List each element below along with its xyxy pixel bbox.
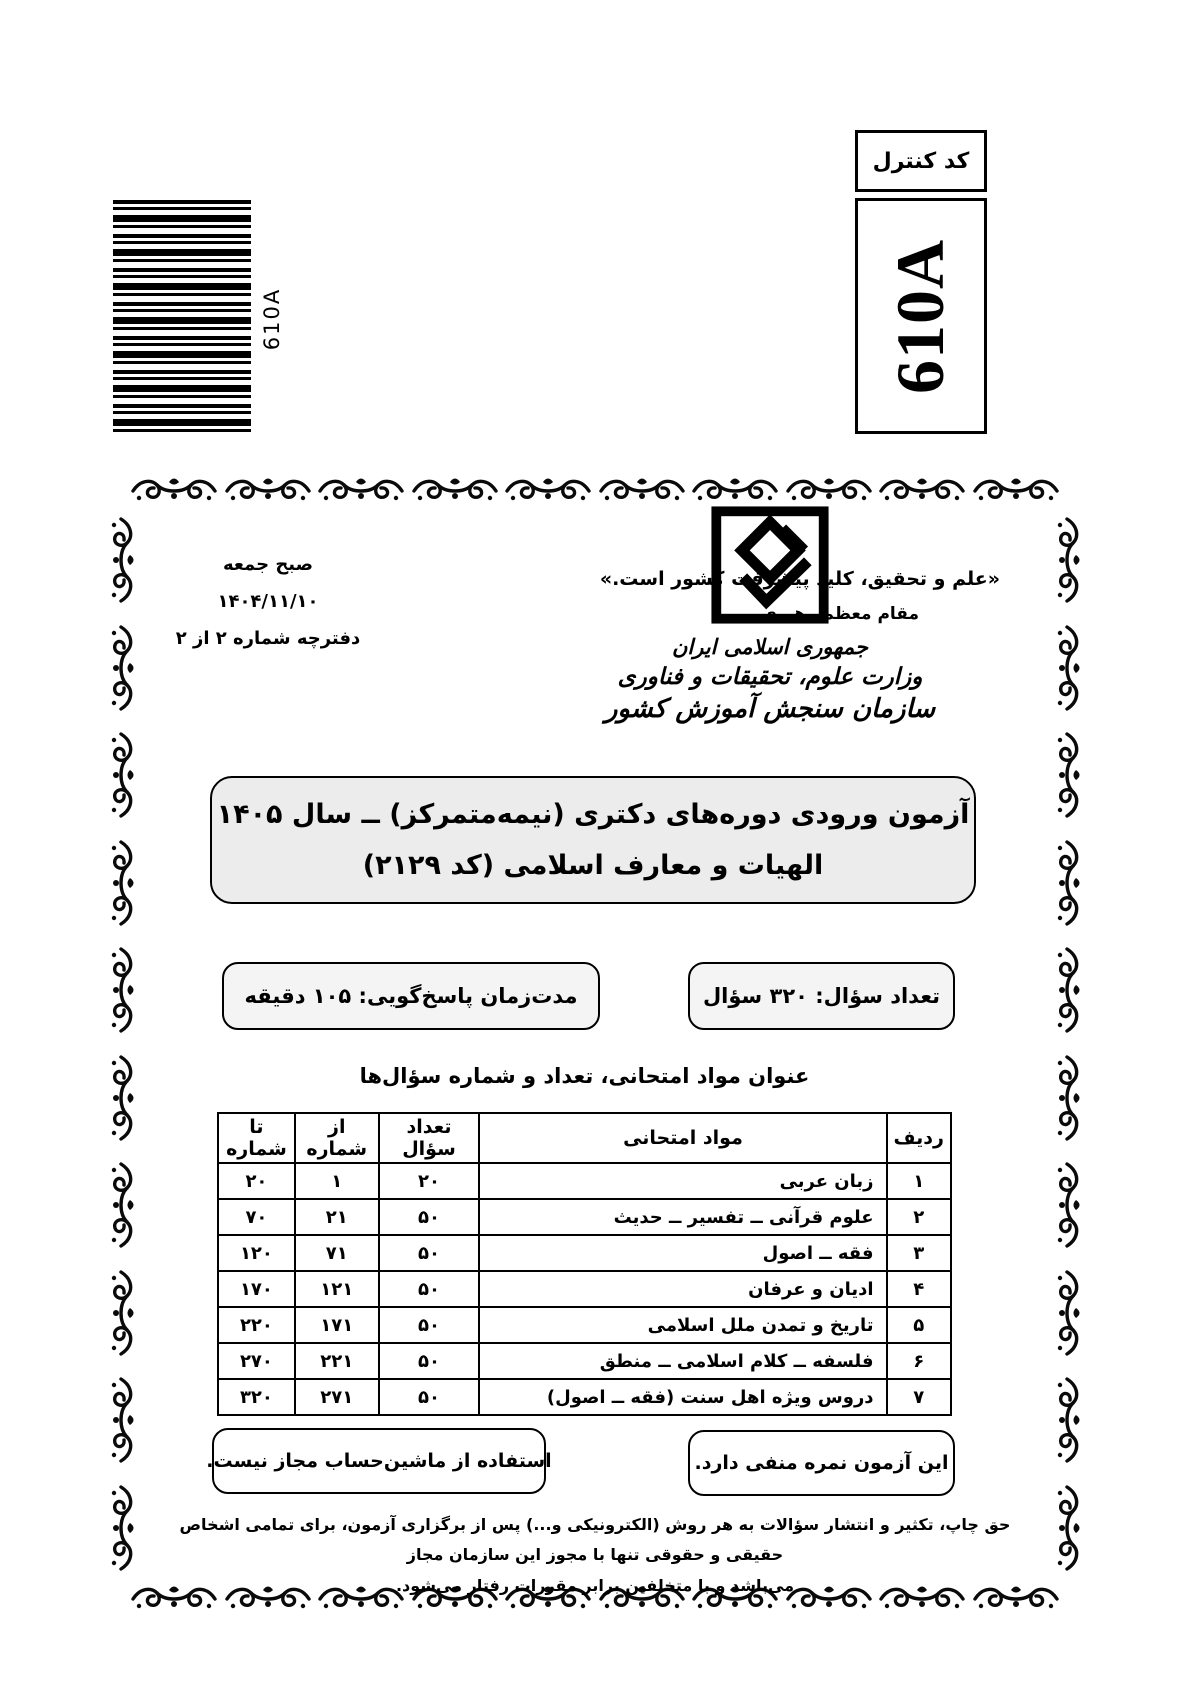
- table-row: ۷ دروس ویژه اهل سنت (فقه ــ اصول) ۵۰ ۲۷۱ ۳۲۰: [218, 1379, 951, 1415]
- control-code-value-box: [855, 198, 987, 434]
- table-row: ۴ ادیان و عرفان ۵۰ ۱۲۱ ۱۷۰: [218, 1271, 951, 1307]
- quote-attribution: مقام معظم رهبری: [760, 604, 920, 624]
- barcode-label: 610A: [260, 287, 285, 350]
- table-row: ۶ فلسفه ــ کلام اسلامی ــ منطق ۵۰ ۲۲۱ ۲۷۰: [218, 1343, 951, 1379]
- table-row: ۲ علوم قرآنی ــ تفسیر ــ حدیث ۵۰ ۲۱ ۷۰: [218, 1199, 951, 1235]
- table-row: ۱ زبان عربی ۲۰ ۱ ۲۰: [218, 1163, 951, 1199]
- copyright-line1: حق چاپ، تکثیر و انتشار سؤالات به هر روش (الکترونیکی و...) پس از برگزاری آزمون، برای تمامی اشخاص حقیقی و حقوقی تنها با مجوز این سازمان مجاز: [179, 1515, 1011, 1565]
- ministry-logo-icon: [709, 504, 831, 626]
- col-header-subject: مواد امتحانی: [479, 1113, 886, 1163]
- org-name-country: جمهوری اسلامی ایران: [671, 634, 869, 659]
- copyright-line2: می‌باشد و با متخلفین برابر مقررات رفتار می‌شود.: [395, 1575, 795, 1595]
- table-header-row: [218, 1113, 951, 1163]
- table-row: ۵ تاریخ و تمدن ملل اسلامی ۵۰ ۱۷۱ ۲۲۰: [218, 1307, 951, 1343]
- duration-box: مدت‌زمان پاسخ‌گویی: ۱۰۵ دقیقه: [222, 962, 600, 1030]
- col-header-to: تا شماره: [218, 1113, 295, 1163]
- organization-block: [540, 504, 1000, 724]
- barcode-image: [113, 200, 251, 437]
- control-code-block: [855, 130, 987, 434]
- col-header-count: تعداد سؤال: [379, 1113, 480, 1163]
- question-count-box: تعداد سؤال: ۳۲۰ سؤال: [688, 962, 955, 1030]
- session-date-block: [162, 554, 374, 665]
- exam-date: ۱۴۰۴/۱۱/۱۰: [217, 591, 319, 612]
- exam-title-box: [210, 776, 976, 904]
- table-row: ۳ فقه ــ اصول ۵۰ ۷۱ ۱۲۰: [218, 1235, 951, 1271]
- control-code-title: کد کنترل: [855, 130, 987, 192]
- table-title: عنوان مواد امتحانی، تعداد و شماره سؤال‌ها: [359, 1064, 810, 1088]
- col-header-from: از شماره: [295, 1113, 379, 1163]
- exam-title-line2: الهیات و معارف اسلامی (کد ۲۱۲۹): [362, 850, 824, 882]
- leader-quote: «علم و تحقیق، کلید پیشرفت کشور است.»: [599, 568, 1000, 590]
- barcode-block: [113, 200, 293, 437]
- ornamental-frame: [100, 468, 1090, 1620]
- negative-marking-box: این آزمون نمره منفی دارد.: [688, 1430, 955, 1496]
- copyright-notice: [155, 1510, 1035, 1601]
- control-code-value: 610A: [882, 238, 959, 394]
- booklet-number: دفترچه شماره ۲ از ۲: [175, 628, 361, 649]
- org-name-sanjesh: سازمان سنجش آموزش کشور: [604, 694, 936, 724]
- org-name-ministry: وزارت علوم، تحقیقات و فناوری: [617, 663, 923, 690]
- exam-title-line1: آزمون ورودی دوره‌های دکتری (نیمه‌متمرکز) ــ سال ۱۴۰۵: [216, 798, 970, 830]
- session-time: صبح جمعه: [222, 554, 314, 575]
- col-header-row-number: ردیف: [887, 1113, 951, 1163]
- calculator-notice-box: استفاده از ماشین‌حساب مجاز نیست.: [212, 1428, 546, 1494]
- frame-content: [100, 468, 1090, 1620]
- exam-subjects-table: [217, 1112, 952, 1416]
